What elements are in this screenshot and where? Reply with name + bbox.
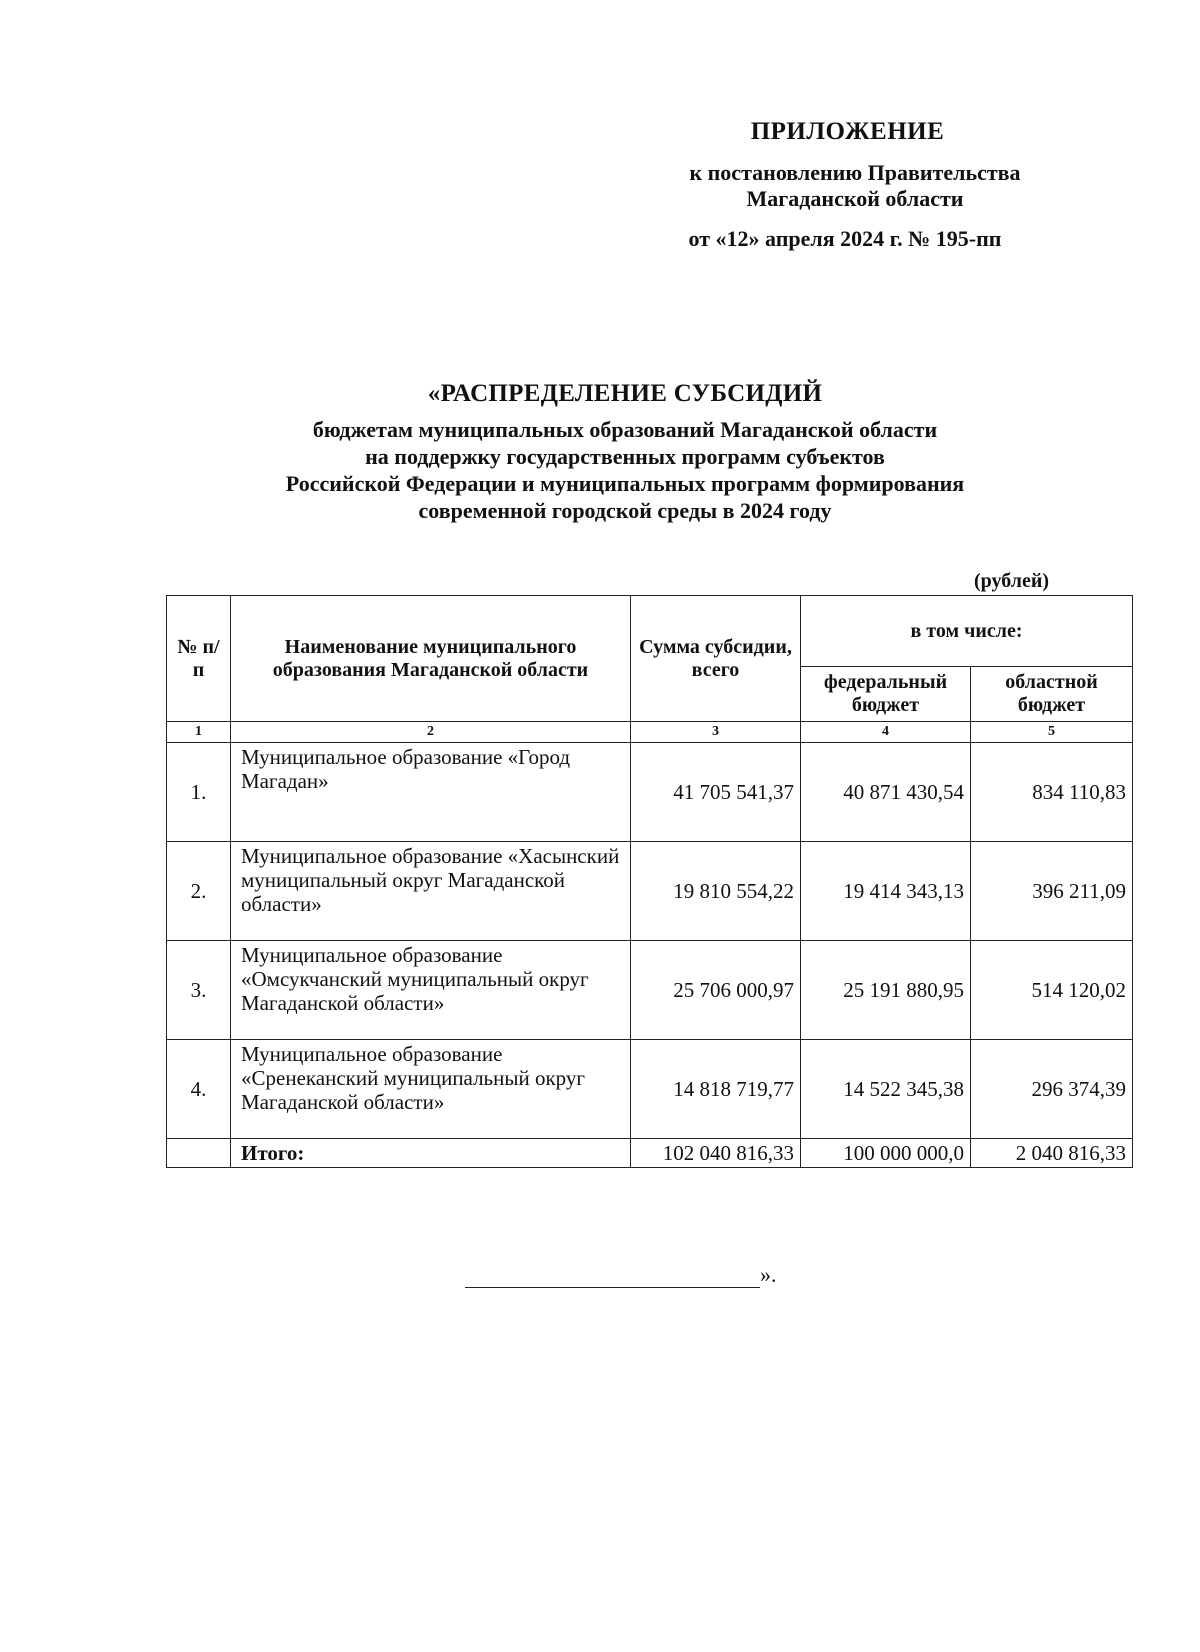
totals-total: 102 040 816,33 — [631, 1139, 801, 1168]
closing-line — [465, 1262, 777, 1288]
row-total: 25 706 000,97 — [631, 941, 801, 1040]
row-federal: 14 522 345,38 — [801, 1040, 971, 1139]
totals-regional: 2 040 816,33 — [971, 1139, 1133, 1168]
row-total: 41 705 541,37 — [631, 743, 801, 842]
appendix-subtitle-line1: к постановлению Правительства — [689, 160, 1021, 185]
row-regional: 396 211,09 — [971, 842, 1133, 941]
totals-label: Итого: — [231, 1139, 631, 1168]
row-num: 2. — [167, 842, 231, 941]
row-name: Муниципальное образование «Омсукчанский муниципальный округ Магаданской области» — [231, 941, 631, 1040]
subsidy-table — [166, 595, 1133, 1168]
row-num: 3. — [167, 941, 231, 1040]
header-num: № п/п — [167, 596, 231, 722]
totals-num-cell — [167, 1139, 231, 1168]
document-title: «РАСПРЕДЕЛЕНИЕ СУБСИДИЙ — [427, 380, 823, 407]
description-line: бюджетам муниципальных образований Магаданской области — [312, 417, 938, 442]
description-line: на поддержку государственных программ субъектов — [365, 444, 885, 469]
appendix-header — [600, 118, 1110, 252]
row-name: Муниципальное образование «Сренеканский муниципальный округ Магаданской области» — [231, 1040, 631, 1139]
header-total: Сумма субсидии, всего — [631, 596, 801, 722]
column-index: 5 — [971, 722, 1133, 743]
table-row — [167, 743, 1133, 842]
closing-mark: ». — [760, 1262, 777, 1287]
totals-row — [167, 1139, 1133, 1168]
description-line: Российской Федерации и муниципальных программ формирования — [285, 471, 965, 496]
row-total: 14 818 719,77 — [631, 1040, 801, 1139]
row-num: 1. — [167, 743, 231, 842]
units-label: (рублей) — [974, 570, 1050, 592]
column-index-row — [167, 722, 1133, 743]
column-index: 1 — [167, 722, 231, 743]
appendix-date: от «12» апреля 2024 г. № 195-пп — [688, 226, 1002, 251]
appendix-title: ПРИЛОЖЕНИЕ — [750, 118, 945, 145]
header-regional: областной бюджет — [971, 667, 1133, 722]
description-line: современной городской среды в 2024 году — [418, 498, 832, 523]
appendix-subtitle-line2: Магаданской области — [746, 186, 964, 211]
document-title-block — [150, 380, 1100, 524]
document-description — [150, 416, 1100, 524]
appendix-subtitle — [600, 160, 1110, 212]
table-header-row — [167, 596, 1133, 667]
row-name: Муниципальное образование «Город Магадан» — [231, 743, 631, 842]
header-name: Наименование муниципального образования Магаданской области — [231, 596, 631, 722]
column-index: 2 — [231, 722, 631, 743]
table-row — [167, 941, 1133, 1040]
row-regional: 296 374,39 — [971, 1040, 1133, 1139]
header-federal: федеральный бюджет — [801, 667, 971, 722]
row-federal: 19 414 343,13 — [801, 842, 971, 941]
row-name: Муниципальное образование «Хасынский муниципальный округ Магаданской области» — [231, 842, 631, 941]
row-federal: 40 871 430,54 — [801, 743, 971, 842]
column-index: 3 — [631, 722, 801, 743]
closing-underline — [465, 1263, 760, 1288]
table-row — [167, 1040, 1133, 1139]
row-federal: 25 191 880,95 — [801, 941, 971, 1040]
table-row — [167, 842, 1133, 941]
row-num: 4. — [167, 1040, 231, 1139]
row-regional: 834 110,83 — [971, 743, 1133, 842]
column-index: 4 — [801, 722, 971, 743]
totals-federal: 100 000 000,0 — [801, 1139, 971, 1168]
row-total: 19 810 554,22 — [631, 842, 801, 941]
header-including: в том числе: — [801, 596, 1133, 667]
row-regional: 514 120,02 — [971, 941, 1133, 1040]
